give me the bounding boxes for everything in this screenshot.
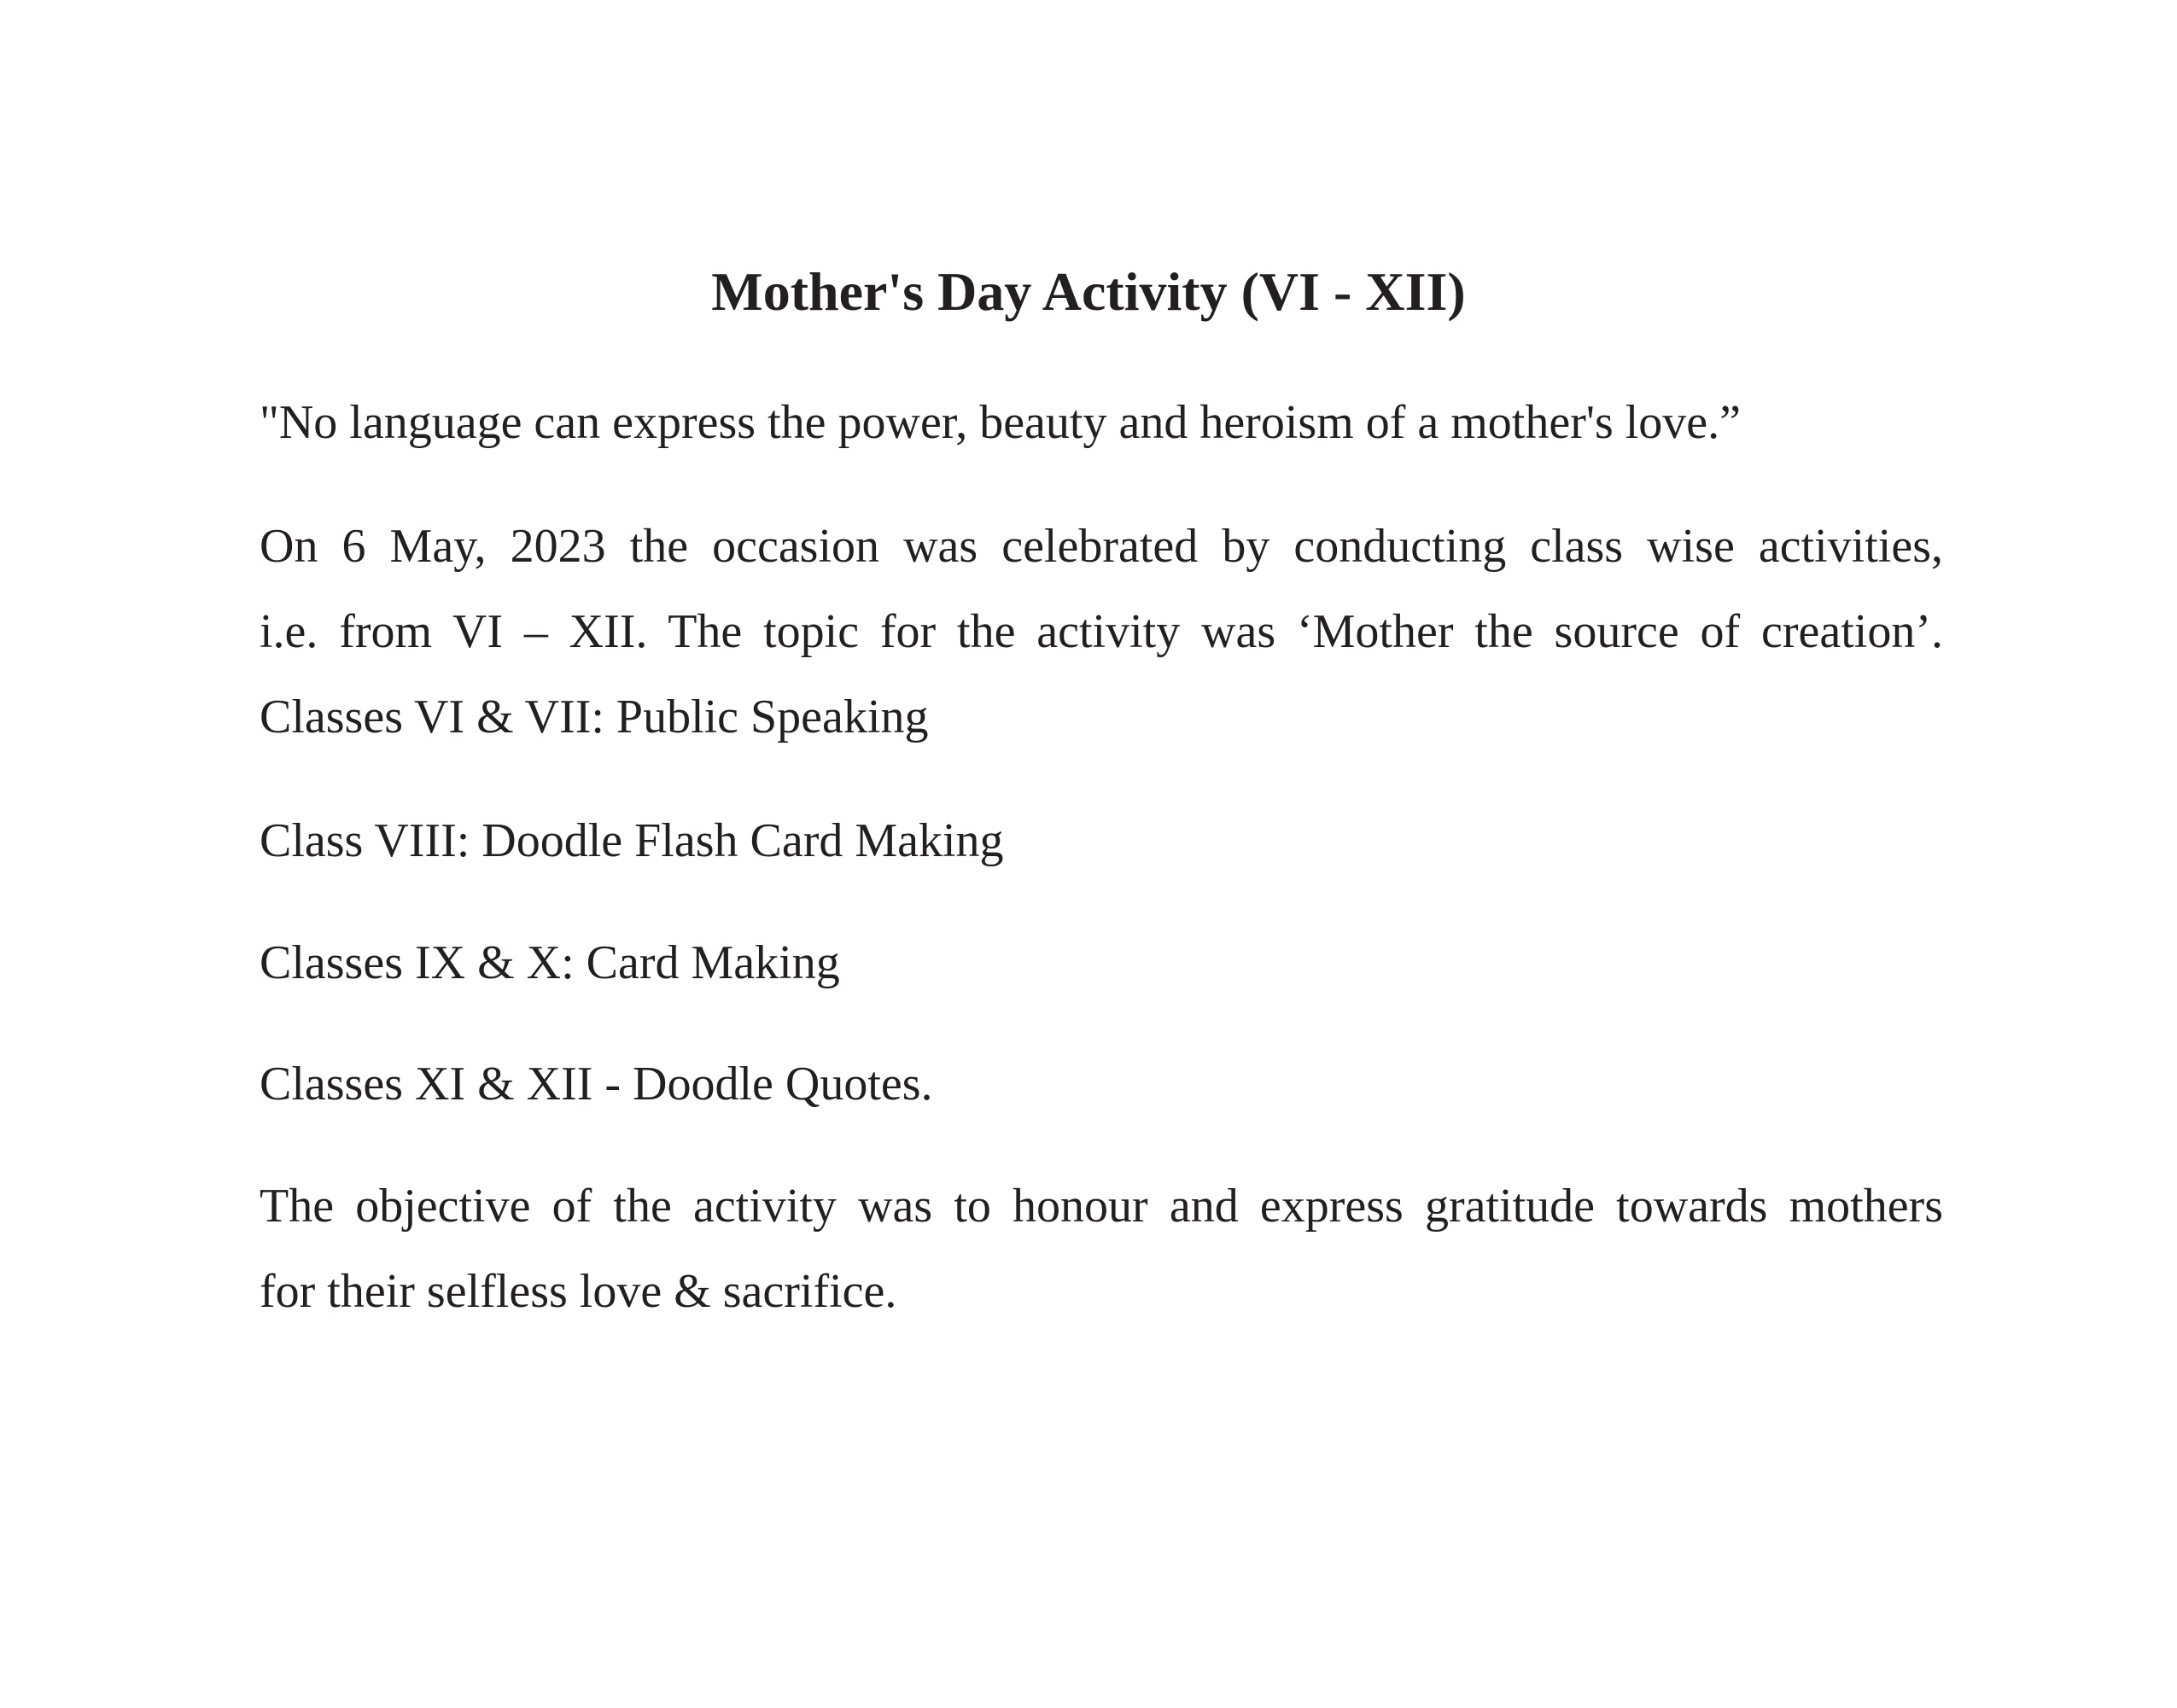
quote-text: "No language can express the power, beauty and heroism of a mother's love.”	[260, 396, 1742, 449]
intro-line-2: i.e. from VI – XII. The topic for the activity was ‘Mother the source of creation’.	[260, 605, 1943, 658]
activity-item: Class VIII: Doodle Flash Card Making	[260, 814, 1004, 867]
objective-line-1: The objective of the activity was to honour and express gratitude towards mothers	[260, 1180, 1943, 1233]
page-title: Mother's Day Activity (VI - XII)	[711, 261, 1466, 322]
objective-line-2: for their selfless love & sacrifice.	[260, 1265, 897, 1318]
activity-item: Classes XI & XII - Doodle Quotes.	[260, 1058, 933, 1110]
activity-item: Classes IX & X: Card Making	[260, 936, 840, 989]
activity-item: Classes VI & VII: Public Speaking	[260, 691, 929, 743]
intro-line-1: On 6 May, 2023 the occasion was celebrated by conducting class wise activities,	[260, 520, 1943, 573]
